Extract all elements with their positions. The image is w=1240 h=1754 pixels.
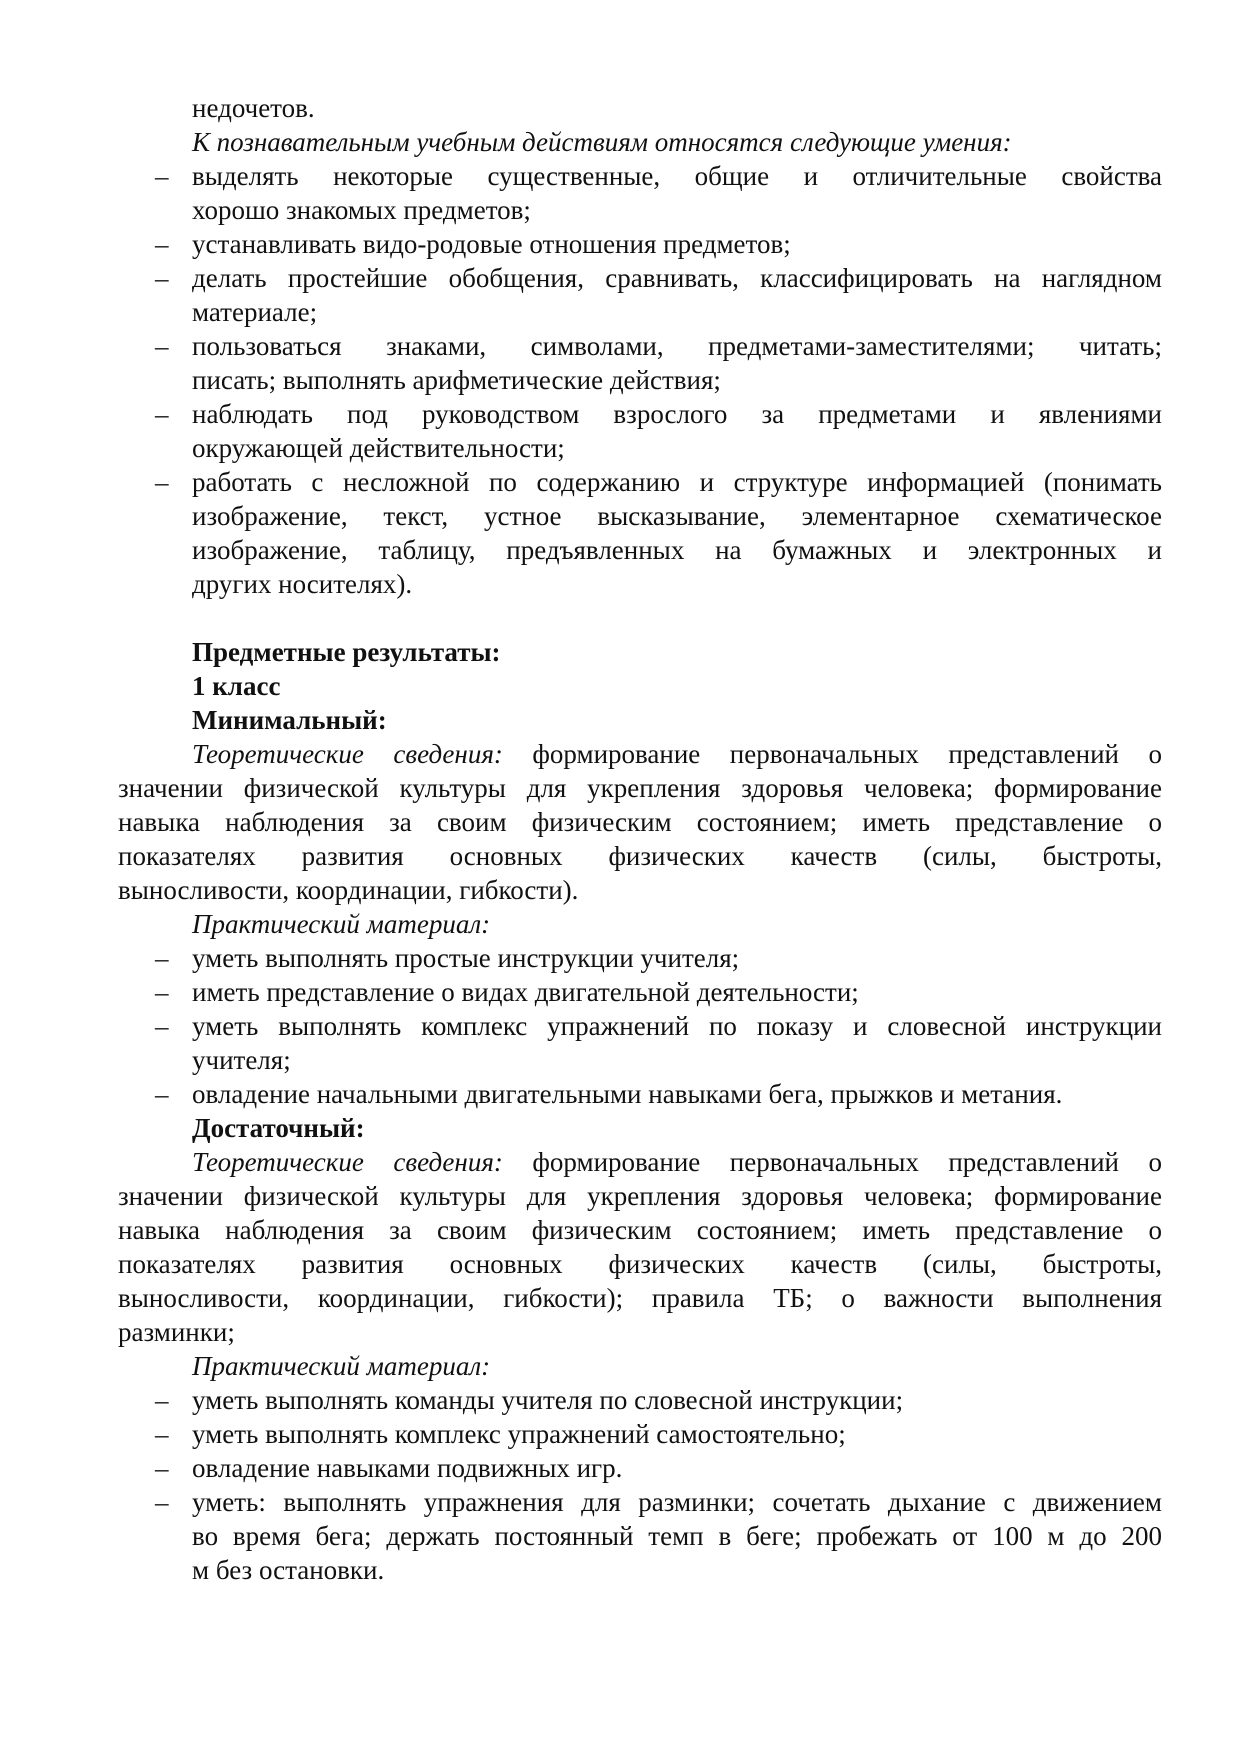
line-text [118,805,1162,839]
bullet-dash: – [155,1453,169,1483]
line-text [192,907,490,941]
line-text [192,1349,490,1383]
text-line [0,1553,1240,1587]
body-text: иметь представление о видах двигательной деятельности; [192,977,859,1007]
text-line [0,193,1240,227]
body-text: учителя; [192,1045,291,1075]
list-item-line [0,261,1240,295]
bullet-dash: – [155,161,169,191]
body-text: пользоваться знаками, символами, предметами-заместителями; читать; [192,331,1162,361]
body-text: во время бега; держать постоянный темп в беге; пробежать от 100 м до 200 [192,1521,1162,1551]
line-text [192,1417,846,1451]
text-line [0,1213,1240,1247]
body-text: выносливости, координации, гибкости); правила ТБ; о важности выполнения [118,1283,1162,1313]
line-text [118,839,1162,873]
line-text [192,1553,384,1587]
body-text: навыка наблюдения за своим физическим состоянием; иметь представление о [118,807,1162,837]
list-item-line [0,1485,1240,1519]
body-text: выносливости, координации, гибкости). [118,875,579,905]
list-item-line [0,1451,1240,1485]
list-item-line [0,975,1240,1009]
line-text [192,193,531,227]
bullet-dash: – [155,1385,169,1415]
body-text: наблюдать под руководством взрослого за предметами и явлениями [192,399,1162,429]
text-line [0,1145,1240,1179]
body-text: окружающей действительности; [192,433,565,463]
line-text [192,703,387,737]
line-text [192,737,1162,771]
list-item-line [0,227,1240,261]
body-text: овладение навыками подвижных игр. [192,1453,623,1483]
line-text [118,1179,1162,1213]
body-text: м без остановки. [192,1555,385,1585]
line-text [192,295,317,329]
line-text [192,567,412,601]
bullet-dash: – [155,1079,169,1109]
heading-text: Достаточный: [192,1113,365,1143]
italic-text: Практический материал: [192,1351,491,1381]
line-text [192,533,1162,567]
line-text [118,1281,1162,1315]
line-text [192,465,1162,499]
text-line [0,567,1240,601]
list-item-line [0,1009,1240,1043]
line-text [192,1451,622,1485]
body-text: формирование первоначальных представлений о [502,1147,1162,1177]
document-page [0,91,1240,1587]
body-text: изображение, текст, устное высказывание, элементарное схематическое [192,501,1162,531]
body-text: недочетов. [192,93,315,123]
bullet-dash: – [155,229,169,259]
bullet-dash: – [155,1011,169,1041]
body-text: хорошо знакомых предметов; [192,195,531,225]
italic-text: Теоретические сведения: [192,1147,503,1177]
bullet-dash: – [155,943,169,973]
text-line [0,1043,1240,1077]
body-text: материале; [192,297,318,327]
line-text [192,227,791,261]
body-text: овладение начальными двигательными навыками бега, прыжков и метания. [192,1079,1063,1109]
line-text [192,1077,1062,1111]
body-text: уметь выполнять комплекс упражнений по показу и словесной инструкции [192,1011,1162,1041]
bullet-dash: – [155,263,169,293]
heading-text: Предметные результаты: [192,637,501,667]
body-text: навыка наблюдения за своим физическим состоянием; иметь представление о [118,1215,1162,1245]
text-line [0,907,1240,941]
list-item-line [0,1417,1240,1451]
text-line [0,737,1240,771]
line-text [192,499,1162,533]
heading-text: 1 класс [192,671,281,701]
body-text: изображение, таблицу, предъявленных на бумажных и электронных и [192,535,1162,565]
body-text: уметь выполнять команды учителя по словесной инструкции; [192,1385,904,1415]
text-line [0,839,1240,873]
text-line [0,1111,1240,1145]
heading-text: Минимальный: [192,705,387,735]
line-text [192,1145,1162,1179]
line-text [192,431,565,465]
line-text [192,125,1012,159]
line-text [192,669,280,703]
bullet-dash: – [155,331,169,361]
text-line [0,1247,1240,1281]
line-text [192,1009,1162,1043]
text-line [0,1281,1240,1315]
text-line [0,601,1240,635]
list-item-line [0,465,1240,499]
body-text: формирование первоначальных представлений о [502,739,1162,769]
line-text [192,975,859,1009]
line-text [192,635,501,669]
bullet-dash: – [155,1487,169,1517]
line-text [118,1247,1162,1281]
list-item-line [0,941,1240,975]
list-item-line [0,159,1240,193]
line-text [192,1111,365,1145]
body-text: показателях развития основных физических качеств (силы, быстроты, [118,841,1162,871]
body-text: значении физической культуры для укрепления здоровья человека; формирование [118,1181,1162,1211]
text-line [0,125,1240,159]
italic-text: Теоретические сведения: [192,739,503,769]
line-text [192,91,315,125]
body-text: уметь выполнять простые инструкции учителя; [192,943,740,973]
line-text [192,1043,291,1077]
line-text [118,873,578,907]
body-text: других носителях). [192,569,413,599]
line-text [118,1213,1162,1247]
body-text: работать с несложной по содержанию и структуре информацией (понимать [192,467,1162,497]
bullet-dash: – [155,399,169,429]
text-line [0,703,1240,737]
body-text: делать простейшие обобщения, сравнивать, классифицировать на наглядном [192,263,1162,293]
text-line [0,295,1240,329]
body-text: разминки; [118,1317,235,1347]
line-text [192,329,1162,363]
text-line [0,431,1240,465]
text-line [0,533,1240,567]
line-text [192,1485,1162,1519]
line-text [118,1315,235,1349]
text-line [0,669,1240,703]
line-text [192,397,1162,431]
body-text: устанавливать видо-родовые отношения предметов; [192,229,791,259]
line-text [192,1519,1162,1553]
text-line [0,1179,1240,1213]
text-line [0,873,1240,907]
text-line [0,1349,1240,1383]
line-text [192,1383,903,1417]
line-text [118,771,1162,805]
line-text [192,941,739,975]
list-item-line [0,329,1240,363]
text-line [0,499,1240,533]
line-text [192,261,1162,295]
bullet-dash: – [155,977,169,1007]
bullet-dash: – [155,1419,169,1449]
body-text: писать; выполнять арифметические действия; [192,365,721,395]
body-text: уметь выполнять комплекс упражнений самостоятельно; [192,1419,846,1449]
list-item-line [0,1383,1240,1417]
bullet-dash: – [155,467,169,497]
text-line [0,771,1240,805]
body-text: выделять некоторые существенные, общие и отличительные свойства [192,161,1162,191]
list-item-line [0,397,1240,431]
text-line [0,91,1240,125]
list-item-line [0,1077,1240,1111]
text-line [0,635,1240,669]
text-line [0,805,1240,839]
body-text: значении физической культуры для укрепления здоровья человека; формирование [118,773,1162,803]
line-text [192,363,721,397]
text-line [0,363,1240,397]
line-text [192,159,1162,193]
body-text: уметь: выполнять упражнения для разминки; сочетать дыхание с движением [192,1487,1162,1517]
text-line [0,1315,1240,1349]
italic-text: К познавательным учебным действиям относятся следующие умения: [192,127,1012,157]
body-text: показателях развития основных физических качеств (силы, быстроты, [118,1249,1162,1279]
text-line [0,1519,1240,1553]
italic-text: Практический материал: [192,909,491,939]
